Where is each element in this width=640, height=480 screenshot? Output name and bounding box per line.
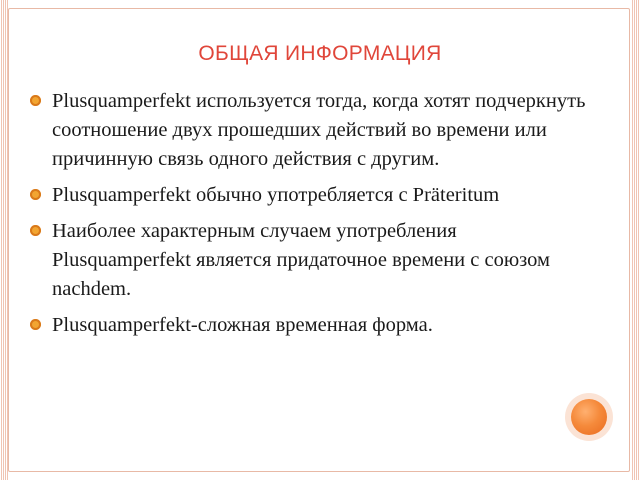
right-stripe-decoration xyxy=(630,0,640,480)
bullet-item xyxy=(30,217,600,304)
bullet-list xyxy=(30,87,600,347)
accent-circle-icon xyxy=(571,399,607,435)
bullet-item xyxy=(30,311,600,340)
bullet-text: Plusquamperfekt используется тогда, когда хотят подчеркнуть соотношение двух прошедших действий во времени или причинную связь одного действия с другим. xyxy=(52,90,586,170)
slide-title: ОБЩАЯ ИНФОРМАЦИЯ xyxy=(198,42,442,65)
bullet-item xyxy=(30,181,600,210)
bullet-dot-icon xyxy=(30,319,41,330)
bullet-item xyxy=(30,87,600,174)
bullet-dot-icon xyxy=(30,225,41,236)
bullet-dot-icon xyxy=(30,95,41,106)
bullet-text: Наиболее характерным случаем употребления Plusquamperfekt является придаточное времени с союзом nachdem. xyxy=(52,220,550,300)
bullet-dot-icon xyxy=(30,189,41,200)
bullet-text: Plusquamperfekt обычно употребляется с Präteritum xyxy=(52,184,500,206)
bullet-text: Plusquamperfekt-сложная временная форма. xyxy=(52,314,433,336)
